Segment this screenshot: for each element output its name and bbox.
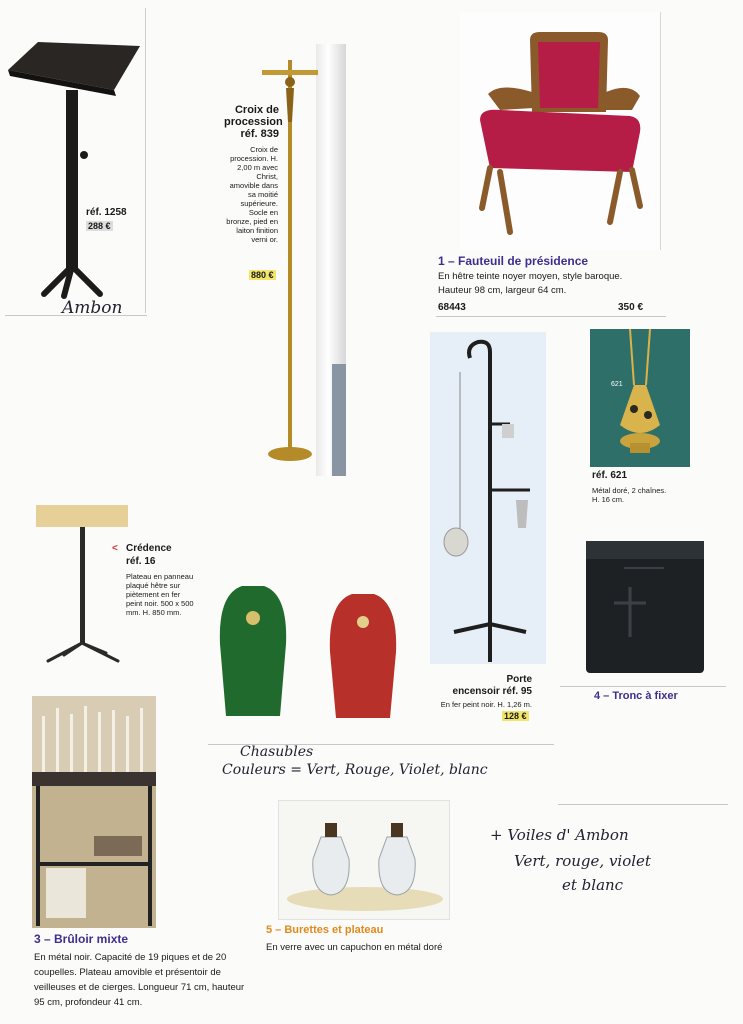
fauteuil-divider [436, 316, 666, 317]
burettes-photo [278, 800, 450, 920]
porte-encensoir-photo [430, 332, 546, 664]
croix-title: Croix de procession réf. 839 [224, 104, 283, 140]
burettes-title: 5 – Burettes et plateau [266, 924, 384, 936]
encensoir-ref: réf. 621 [592, 470, 628, 481]
encensoir-photo [590, 329, 690, 467]
tronc-photo [584, 537, 708, 675]
candle-stand-image [32, 696, 156, 928]
cruets-and-tray-image [279, 801, 449, 919]
ambon-handwritten-label: Ambon [62, 298, 123, 318]
porte-encensoir-description: En fer peint noir. H. 1,26 m. [440, 700, 532, 709]
croix-price: 880 € [251, 270, 274, 280]
ambon-frame-right [145, 8, 146, 313]
fauteuil-photo [460, 12, 661, 250]
voiles-handwritten-colors: Vert, rouge, violet [514, 852, 651, 870]
tronc-title: 4 – Tronc à fixer [594, 690, 678, 702]
credence-table-image [34, 503, 130, 667]
fauteuil-title: 1 – Fauteuil de présidence [438, 254, 589, 268]
voiles-handwritten-title: + Voiles d' Ambon [490, 826, 629, 844]
porte-encensoir-title-1: Porte [506, 674, 532, 685]
porte-encensoir-price: 128 € [504, 711, 527, 721]
chasubles-handwritten-colors: Couleurs = Vert, Rouge, Violet, blanc [222, 762, 488, 778]
encensoir-description: Métal doré, 2 chaînes. H. 16 cm. [592, 486, 667, 504]
voiles-handwritten-colors-2: et blanc [562, 876, 624, 894]
ambon-lectern-image [4, 38, 144, 300]
bruloir-title: 3 – Brûloir mixte [34, 932, 129, 946]
credence-title-2: réf. 16 [126, 556, 156, 567]
porte-encensoir-title-2: encensoir réf. 95 [452, 686, 532, 697]
credence-arrow: < [112, 543, 118, 554]
encensoir-photo-label: 621 [611, 381, 623, 388]
burettes-description: En verre avec un capuchon en métal doré [266, 942, 443, 953]
chasubles-handwritten-title: Chasubles [240, 744, 314, 760]
green-chasuble-image [218, 584, 288, 722]
fauteuil-description-2: Hauteur 98 cm, largeur 64 cm. [438, 285, 567, 296]
fauteuil-description-1: En hêtre teinte noyer moyen, style baroque. [438, 271, 623, 282]
right-column-divider [558, 804, 728, 805]
fauteuil-price: 350 € [618, 302, 644, 313]
credence-title-1: Crédence [126, 543, 172, 554]
fauteuil-armchair-image [460, 12, 660, 250]
offering-box-image [584, 537, 708, 675]
fauteuil-ref: 68443 [438, 302, 466, 313]
ambon-ref: réf. 1258 [86, 207, 127, 218]
red-chasuble-image [328, 592, 398, 724]
croix-description: Croix de procession. H. 2,00 m avec Christ, amovible dans sa moitié supérieure. Socle en bronze, pied en laiton finition verni or. [226, 145, 278, 244]
bruloir-photo [32, 696, 156, 928]
thurible-stand-image [430, 332, 546, 664]
credence-description: Plateau en panneau plaqué hêtre sur piètement en fer peint noir. 500 x 500 mm. H. 850 mm. [126, 572, 194, 617]
tronc-divider [560, 686, 726, 687]
ambon-price: 288 € [88, 221, 111, 231]
bruloir-description: En métal noir. Capacité de 19 piques et de 20 coupelles. Plateau amovible et présentoir de veilleuses et de cierges. Longueur 71 cm, hauteur 95 cm, profondeur 41 cm. [34, 952, 245, 1008]
thurible-image [590, 329, 690, 467]
